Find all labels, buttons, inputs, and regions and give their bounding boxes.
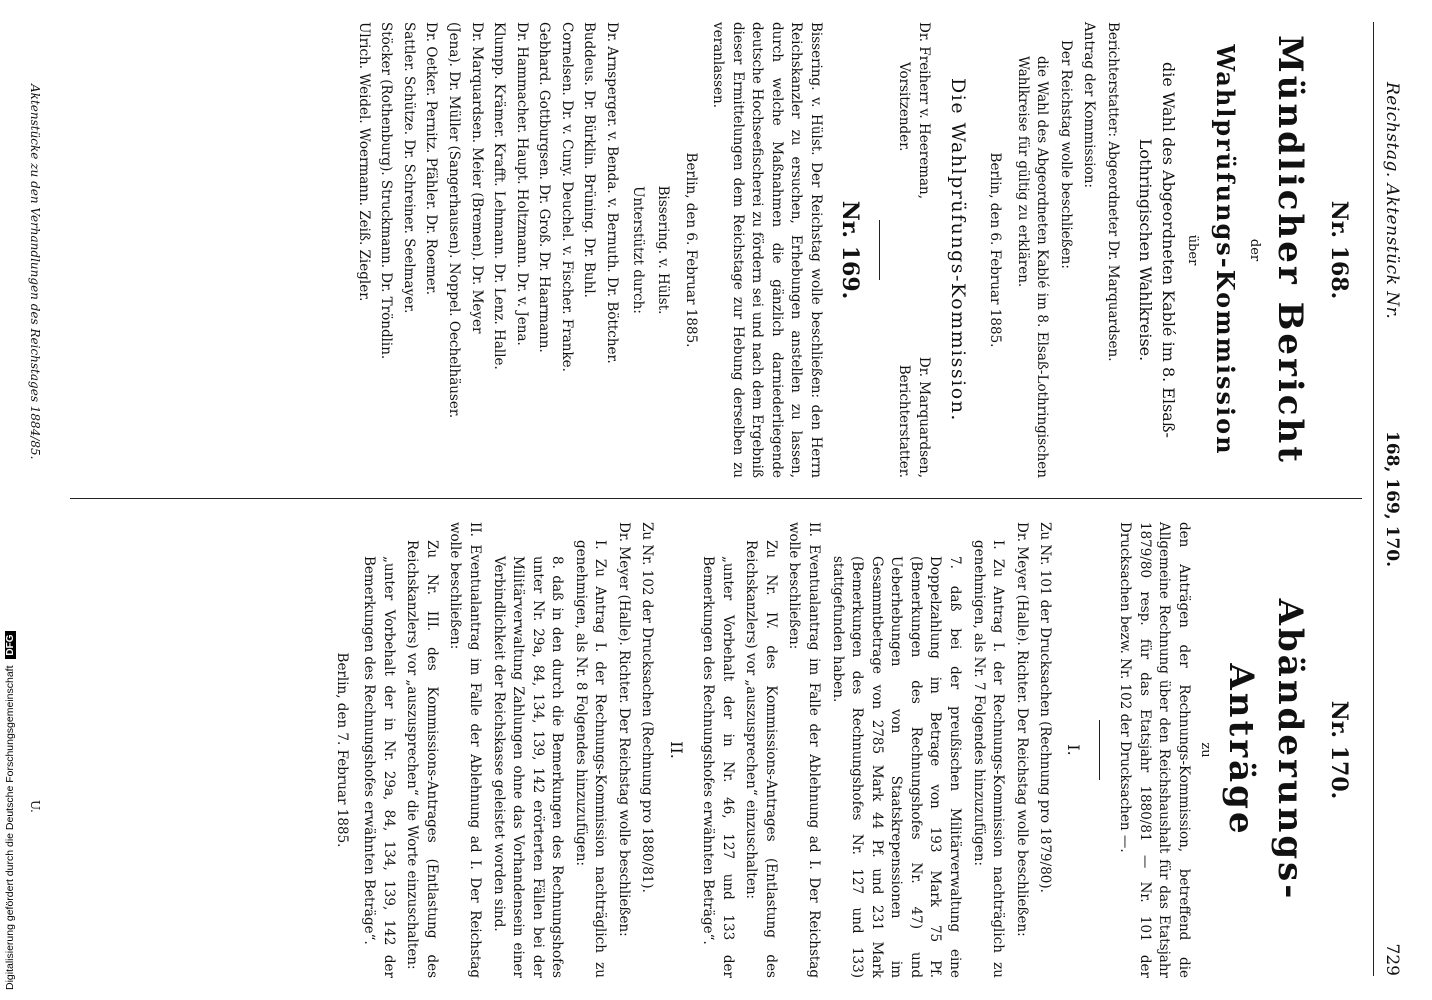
report-subject: die Wahl des Abgeordneten Kablé im 8. Elsaß-Lothringischen Wahlkreise. [1136, 62, 1179, 438]
footer-note: Aktenstücke zu den Verhandlungen des Reichstages 1884/85. [28, 84, 42, 460]
meyer-line-2: Dr. Meyer (Halle). Richter. Der Reichstag wolle beschließen: [615, 522, 632, 937]
antrag-line: Antrag der Kommission: [1081, 22, 1098, 188]
ueber-label: über [1185, 234, 1201, 266]
supporter-line: Dr. Arnsperger. v. Benda. v. Bernuth. Dr. Böttcher. [603, 22, 620, 364]
section-two: II. [666, 741, 686, 759]
right-column [70, 522, 1362, 978]
separator-rule [879, 220, 880, 280]
supporter-line: Ulrich. Weidel. Woermann. Zeiß. Ziegler. [355, 22, 372, 302]
der-label: der [1246, 238, 1262, 262]
page-header [1373, 22, 1410, 976]
digitization-note [4, 610, 18, 990]
item-1: I. Zu Antrag I. der Rechnungs-Kommission nachträglich zu genehmigen, als Nr. 7 Folgendes hinzuzufügen: [970, 540, 1007, 978]
beschluss-line: Der Reichstag wolle beschließen: [1057, 40, 1074, 269]
supporters-list [353, 22, 621, 478]
supporter-line: Buddeus. Dr. Bürklin. Brüning. Dr. Buhl. [581, 22, 598, 298]
item-2b: 8. daß in den durch die Bemerkungen des Rechnungshofes unter Nr. 29a, 84, 134, 139, 142 erörterten Fällen bei der Militärverwaltung Zahlungen ohne das Vorhandensein einer Verbindlichkeit der Reichskasse geleistet worden sind. [490, 556, 566, 978]
eventual-2: II. Eventualantrag im Falle der Ablehnung ad I. Der Reichstag wolle beschließen: [447, 522, 483, 978]
reporter-line: Berichterstatter: Abgeordneter Dr. Marquardsen. [1104, 22, 1121, 362]
separator-rule [1099, 720, 1100, 780]
left-column [70, 22, 1362, 478]
bissering-motion: Bissering. v. Hülst. Der Reichstag wolle beschließen: den Herrn Reichskanzler zu ersuchen, Erhebungen anstellen zu lassen, durch welche Maßnahmen die gänzlich darniederliegende deutsche Hochseefischerei zu fördern sei und nach dem Ergebniß dieser Ermittelungen dem Reichstage zur Hebung derselben zu veranlassen. [710, 22, 825, 478]
date-1: Berlin, den 6. Februar 1885. [987, 152, 1004, 348]
eventual-1c: „unter Vorbehalt der in Nr. 46, 127 und 133 der Bemerkungen des Rechnungshofes erwähnten Beträge“. [700, 556, 736, 978]
page-number: 729 [1382, 943, 1402, 976]
supporter-line: Cornelsen. Dr. v. Cuny. Deuchel. v. Fischer. Franke. [558, 22, 575, 372]
amendments-title: Abänderungs-Anträge [1220, 598, 1311, 902]
signature-2: Bissering. v. Hülst. [655, 185, 672, 315]
date-2: Berlin, den 6. Februar 1885. [682, 152, 699, 348]
signature-row [894, 22, 933, 478]
amendments-intro: den Anträgen der Rechnungs-Kommission, betreffend die Allgemeine Rechnung über den Reichshaushalt für das Etatsjahr 1879/80 resp. für das Etatsjahr 1880/81 — Nr. 101 der Drucksachen bezw. Nr. 102 der Drucksachen —. [1116, 522, 1192, 978]
zu102-line: Zu Nr. 102 der Drucksachen (Rechnung pro 1880/81). [639, 522, 656, 893]
supporter-line: Stöcker (Rothenburg). Struckmann. Dr. Tröndlin. [378, 22, 395, 360]
supporter-line: Sattler. Schütze. Dr. Schreiner. Seelmayer. [400, 22, 417, 314]
header-center: 168, 169, 170. [1382, 430, 1402, 568]
dfg-logo: DFG [5, 631, 16, 658]
column-divider [70, 498, 1362, 499]
nr169-heading: Nr. 169. [836, 200, 863, 300]
supporter-line: Dr. Oetker. Pernitz. Pfähler. Dr. Roemer. [423, 22, 440, 296]
digitization-text: Digitalisierung gefördert durch die Deutsche Forschungsgemeinschaft [4, 665, 16, 990]
eventual-1: II. Eventualantrag im Falle der Ablehnung ad I. Der Reichstag wolle beschließen: [786, 522, 823, 978]
section-one: I. [1064, 744, 1084, 756]
supporter-line: (Jena). Dr. Müller (Sangerhausen). Noppel. Oechelhäuser. [446, 22, 463, 419]
supported-label: Unterstützt durch: [629, 186, 646, 314]
eventual-1b: Zu Nr. IV. des Kommissions-Antrages (Entlastung des Reichskanzlers) vor „auszusprechen“ einzuschalten: [743, 540, 779, 978]
supporter-line: Dr. Marquardsen. Meier (Bremen). Dr. Meyer [468, 22, 485, 334]
zu101-line: Zu Nr. 101 der Drucksachen (Rechnung pro 1879/80). [1037, 522, 1054, 893]
nr170-heading: Nr. 170. [1326, 700, 1352, 800]
reporter-name: Dr. Marquardsen, [916, 356, 933, 478]
meyer-line-1: Dr. Meyer (Halle). Richter. Der Reichstag wolle beschließen: [1013, 522, 1030, 937]
chair-role: Vorsitzender. [896, 62, 913, 152]
footer-mark: U. [28, 800, 42, 813]
nr168-heading: Nr. 168. [1326, 200, 1352, 300]
eventual-2b: Zu Nr. III. des Kommissions-Antrages (Entlastung des Reichskanzlers) vor „auszusprechen“ die Worte einzuschalten: [404, 540, 440, 978]
supporter-line: Dr. Hammacher. Haupt. Holtzmann. Dr. v. Jena. [513, 22, 530, 346]
chair-name: Dr. Freiherr v. Heereman, [916, 22, 933, 200]
zu-label: zu [1197, 742, 1213, 758]
reporter-role: Berichterstatter. [896, 364, 913, 478]
supporter-line: Gebhard. Gottburgsen. Dr. Groß. Dr. Haarmann. [536, 22, 553, 353]
date-3: Berlin, den 7. Februar 1885. [333, 652, 350, 848]
item-2: I. Zu Antrag I. der Rechnungs-Kommission nachträglich zu genehmigen, als Nr. 8 Folgendes hinzuzufügen: [572, 540, 609, 978]
eventual-2c: „unter Vorbehalt der in Nr. 29a, 84, 134, 139, 142 der Bemerkungen des Rechnungshofes erwähnten Beträge“. [361, 556, 397, 978]
commission-signature: Die Wahlprüfungs-Kommission. [946, 78, 969, 422]
supporter-line: Klumpp. Krämer. Krafft. Lehmann. Dr. Lenz. Halle. [491, 22, 508, 370]
commission-title: Wahlprüfungs-Kommission [1210, 44, 1240, 456]
header-left: Reichstag. Aktenstück Nr. [1382, 82, 1402, 320]
report-title: Mündlicher Bericht [1270, 35, 1311, 465]
beschluss-text: die Wahl des Abgeordneten Kablé im 8. Elsaß-Lothringischen Wahlkreise für gültig zu erklären. [1014, 56, 1051, 478]
item-1b: 7. daß bei der preußischen Militärverwaltung eine Doppelzahlung im Betrage von 193 Mark 75 Pf. (Bemerkungen des Rechnungshofes Nr. 47) und Ueberhebungen von Staatskrepenssionen im Gesammtbetrage von 2785 Mark 44 Pf. und 231 Mark (Bemerkungen des Rechnungshofes Nr. 127 und 133) stattgefunden haben. [829, 556, 963, 978]
